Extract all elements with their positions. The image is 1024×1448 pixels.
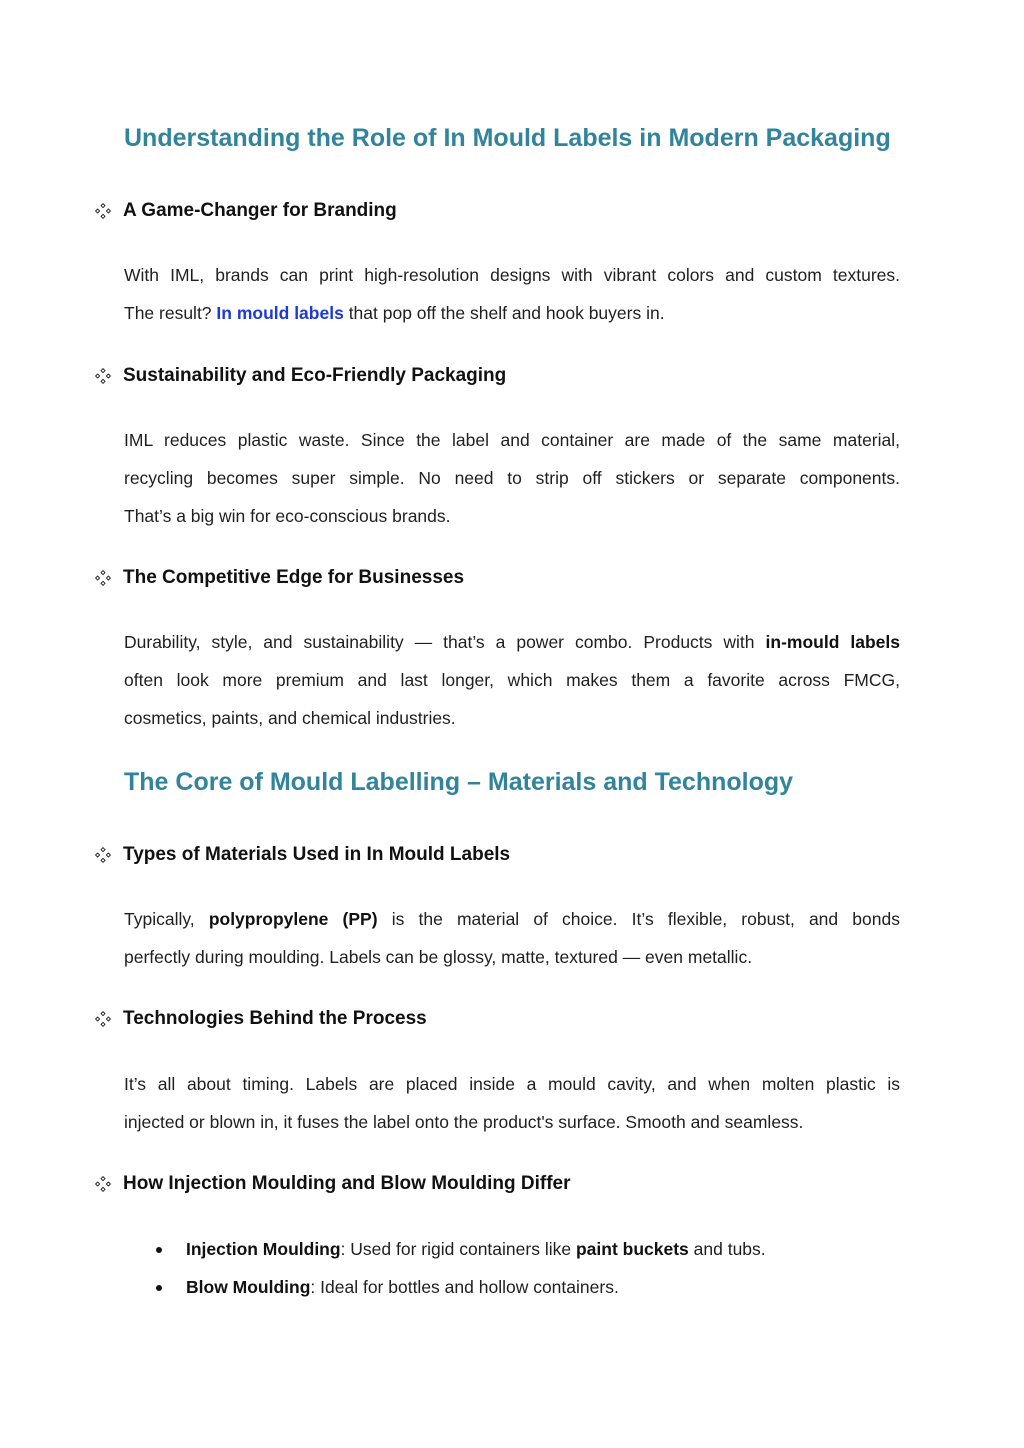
four-diamond-bullet-icon <box>95 1011 111 1027</box>
section-heading-text: Technologies Behind the Process <box>123 1008 427 1029</box>
bold-term: polypropylene (PP) <box>208 909 378 929</box>
section-heading-text: A Game-Changer for Branding <box>123 200 397 221</box>
list-item <box>150 1269 910 1307</box>
list-item <box>150 1231 910 1269</box>
paragraph-sustainability <box>124 422 900 535</box>
bold-term: Injection Moulding <box>186 1239 341 1259</box>
paragraph-line <box>124 295 900 333</box>
paragraph-line: That’s a big win for eco-conscious brands. <box>124 505 451 526</box>
paragraph-competitive-edge <box>124 624 900 737</box>
section-heading-moulding-differ <box>95 1173 571 1195</box>
paragraph-line: perfectly during moulding. Labels can be glossy, matte, textured — even metallic. <box>124 946 753 967</box>
bullet-list-moulding <box>150 1231 910 1307</box>
four-diamond-bullet-icon <box>95 570 111 586</box>
section-heading-technologies <box>95 1008 427 1030</box>
list-item-text <box>186 1231 766 1269</box>
section-heading-materials <box>95 844 510 866</box>
paragraph-line <box>124 624 900 662</box>
text-segment: and tubs. <box>693 1239 766 1259</box>
four-diamond-bullet-icon <box>95 847 111 863</box>
bold-term: in-mould labels <box>765 632 900 652</box>
round-bullet-icon <box>156 1285 162 1291</box>
section-heading-competitive-edge <box>95 567 464 589</box>
bold-term: Blow Moulding <box>186 1276 311 1297</box>
paragraph-branding <box>124 257 900 333</box>
section-title-core: The Core of Mould Labelling – Materials and Technology <box>124 768 794 796</box>
paragraph-line: often look more premium and last longer, which makes them a favorite across FMCG, <box>124 669 900 690</box>
paragraph-line: It’s all about timing. Labels are placed inside a mould cavity, and when molten plastic is <box>124 1074 900 1094</box>
paragraph-line: With IML, brands can print high-resolution designs with vibrant colors and custom textures. <box>124 265 900 285</box>
text-segment: Typically, <box>124 909 195 929</box>
in-mould-labels-link[interactable]: In mould labels <box>216 302 344 323</box>
text-segment: Durability, style, and sustainability — that’s a power combo. Products with <box>124 632 755 652</box>
list-item-text <box>186 1269 619 1307</box>
text-segment: that pop off the shelf and hook buyers in. <box>348 302 665 323</box>
text-segment: : Used for rigid containers like <box>340 1239 572 1259</box>
paragraph-materials <box>124 901 900 977</box>
text-segment: The result? <box>124 302 212 323</box>
paragraph-line <box>124 901 900 939</box>
page-title: Understanding the Role of In Mould Labels in Modern Packaging <box>124 124 891 152</box>
section-heading-branding <box>95 200 397 222</box>
text-segment: is the material of choice. It’s flexible, robust, and bonds <box>391 909 900 929</box>
section-heading-text: Sustainability and Eco-Friendly Packaging <box>123 365 507 386</box>
paragraph-line: injected or blown in, it fuses the label onto the product's surface. Smooth and seamless. <box>124 1111 804 1132</box>
text-segment: : Ideal for bottles and hollow containers. <box>310 1276 619 1297</box>
section-heading-sustainability <box>95 365 506 387</box>
four-diamond-bullet-icon <box>95 203 111 219</box>
section-heading-text: How Injection Moulding and Blow Moulding Differ <box>123 1173 571 1194</box>
round-bullet-icon <box>156 1247 162 1253</box>
four-diamond-bullet-icon <box>95 368 111 384</box>
paragraph-line: cosmetics, paints, and chemical industries. <box>124 707 456 728</box>
paragraph-line: IML reduces plastic waste. Since the label and container are made of the same material, <box>124 430 900 450</box>
paragraph-line: recycling becomes super simple. No need to strip off stickers or separate components. <box>124 467 900 488</box>
four-diamond-bullet-icon <box>95 1176 111 1192</box>
section-heading-text: Types of Materials Used in In Mould Labels <box>123 844 511 865</box>
paragraph-technologies <box>124 1066 900 1142</box>
bold-term: paint buckets <box>575 1239 689 1259</box>
section-heading-text: The Competitive Edge for Businesses <box>123 567 465 588</box>
